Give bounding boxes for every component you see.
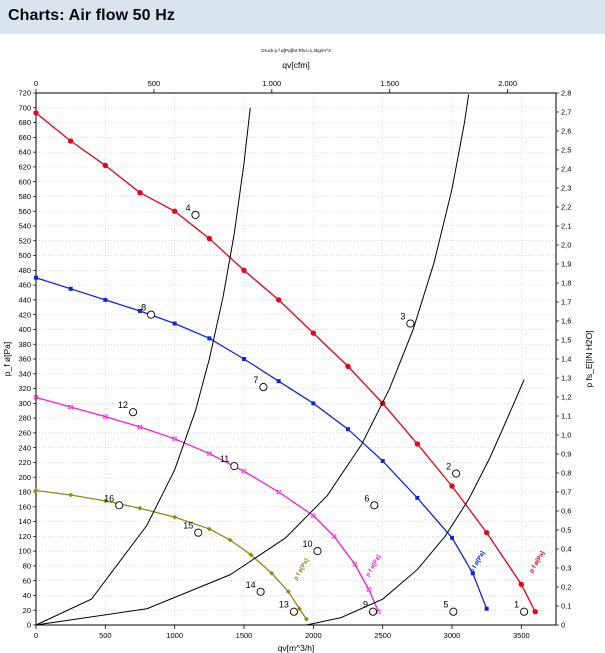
annotation-label: 13 [278, 599, 289, 610]
y-tick-label: 440 [18, 295, 31, 305]
data-point [311, 331, 315, 335]
y-tick-label: 20 [22, 605, 31, 615]
y-tick-label: 500 [18, 251, 31, 261]
y-tick-label: 300 [18, 398, 31, 408]
y-tick-label: 540 [18, 221, 31, 231]
curve-end-label: p f ø[Pa] [469, 550, 487, 575]
y-tick-label: 460 [18, 280, 31, 290]
x-tick-label: 1000 [166, 631, 184, 640]
data-point [484, 530, 488, 534]
annotation-label: 12 [118, 400, 129, 411]
x-top-tick-label: 2.000 [498, 79, 518, 88]
annotation-point-11 [220, 454, 238, 470]
annotation-label: 3 [400, 311, 406, 322]
y-tick-label: 720 [18, 88, 31, 98]
annotation-label: 6 [364, 493, 370, 504]
annotation-marker [192, 211, 199, 218]
y-axis-right-label: p fs_E[IN H2O] [584, 330, 594, 388]
annotation-marker [147, 311, 154, 318]
y-tick-label: 560 [18, 206, 31, 216]
annotation-marker [450, 608, 457, 615]
annotation-label: 10 [302, 539, 313, 550]
y-right-tick-label: 2,2 [561, 202, 572, 212]
series-curve-magenta [33, 395, 381, 614]
series-system-curve-left [36, 108, 250, 625]
y-right-tick-label: 0,9 [561, 449, 572, 459]
y-right-tick-label: 0,8 [561, 468, 572, 478]
y-right-tick-label: 2,1 [561, 221, 572, 231]
annotation-marker [407, 320, 414, 327]
y-right-tick-label: 0,7 [561, 487, 572, 497]
y-right-tick-label: 0,5 [561, 525, 572, 535]
title-bar [0, 0, 605, 34]
series-curve-olive [34, 488, 309, 621]
annotation-label: 9 [362, 599, 368, 610]
annotation-label: 15 [183, 520, 194, 531]
x-tick-label: 1500 [235, 631, 253, 640]
annotation-label: 1 [514, 599, 520, 610]
y-tick-label: 640 [18, 147, 31, 157]
annotation-point-4 [185, 203, 199, 219]
data-point [311, 401, 315, 405]
data-point [242, 357, 246, 361]
y-tick-label: 100 [18, 546, 31, 556]
y-tick-label: 660 [18, 132, 31, 142]
y-tick-label: 40 [22, 591, 31, 601]
annotation-marker [260, 383, 267, 390]
air-flow-chart [0, 34, 605, 653]
data-point [415, 442, 419, 446]
annotation-marker [231, 463, 238, 470]
y-tick-label: 340 [18, 369, 31, 379]
y-tick-label: 120 [18, 531, 31, 541]
annotation-label: 7 [253, 375, 259, 386]
y-tick-label: 220 [18, 458, 31, 468]
y-tick-label: 0 [26, 620, 31, 630]
data-point [34, 276, 38, 280]
curve-end-label: p f ø[Pa] [528, 550, 547, 575]
annotation-label: 5 [443, 599, 449, 610]
curve-end-label: p f ø[Pa] [365, 554, 383, 578]
data-point [173, 322, 177, 326]
y-axis-label: p_f ø[Pa] [2, 341, 12, 377]
annotation-label: 8 [141, 302, 147, 313]
y-tick-label: 380 [18, 339, 31, 349]
data-point [276, 298, 280, 302]
y-tick-label: 400 [18, 325, 31, 335]
y-right-tick-label: 2,7 [561, 107, 572, 117]
data-point [242, 268, 246, 272]
annotation-point-8 [141, 303, 155, 319]
y-right-tick-label: 0,1 [561, 601, 572, 611]
y-tick-label: 140 [18, 517, 31, 527]
y-right-tick-label: 2,4 [561, 164, 572, 174]
annotation-marker [314, 548, 321, 555]
x-top-tick-label: 500 [147, 79, 161, 88]
y-tick-label: 240 [18, 443, 31, 453]
x-tick-label: 3500 [512, 631, 530, 640]
annotation-point-12 [118, 400, 137, 416]
annotation-point-5 [443, 600, 457, 616]
annotation-point-1 [514, 600, 528, 616]
y-tick-label: 420 [18, 310, 31, 320]
annotation-label: 11 [219, 454, 230, 465]
annotation-point-14 [246, 580, 265, 596]
data-point [519, 582, 523, 586]
data-point [69, 287, 73, 291]
annotation-marker [369, 608, 376, 615]
series-system-curve-right [306, 380, 524, 625]
y-right-tick-label: 2,5 [561, 145, 572, 155]
x-top-tick-label: 1.500 [380, 79, 400, 88]
data-point [34, 111, 38, 115]
y-tick-label: 600 [18, 177, 31, 187]
data-point [103, 298, 107, 302]
chart-subtitle: Druck p f ø[Pa]für Rho=1,2kg/m^3 [261, 48, 331, 53]
data-point [172, 515, 177, 520]
annotation-marker [371, 502, 378, 509]
annotation-marker [257, 588, 264, 595]
y-right-tick-label: 0,4 [561, 544, 572, 554]
series-curve-blue [34, 276, 489, 611]
annotation-point-2 [446, 462, 460, 478]
series-line [36, 94, 469, 625]
x-top-tick-label: 0 [33, 79, 39, 88]
page-title: Charts: Air flow 50 Hz [8, 7, 175, 24]
y-tick-label: 80 [22, 561, 31, 571]
y-tick-label: 260 [18, 428, 31, 438]
data-point [207, 336, 211, 340]
annotation-label: 16 [104, 493, 115, 504]
x-tick-label: 2500 [374, 631, 392, 640]
y-tick-label: 280 [18, 413, 31, 423]
x-top-tick-label: 1.000 [262, 79, 282, 88]
x-axis-top-label: qv[cfm] [282, 60, 310, 70]
x-tick-label: 3000 [443, 631, 461, 640]
x-tick-label: 2000 [304, 631, 322, 640]
y-tick-label: 680 [18, 118, 31, 128]
series-curve-red [34, 111, 538, 614]
y-right-tick-label: 0,6 [561, 506, 572, 516]
curve-end-label: p f ø[Pa] [293, 557, 311, 582]
data-point [138, 191, 142, 195]
y-right-tick-label: 1,9 [561, 259, 572, 269]
data-point [207, 527, 212, 532]
data-point [207, 236, 211, 240]
data-point [68, 139, 72, 143]
annotation-point-16 [104, 493, 123, 509]
annotation-label: 4 [185, 202, 191, 213]
x-tick-label: 0 [33, 631, 39, 640]
y-right-tick-label: 0,2 [561, 582, 572, 592]
y-right-tick-label: 1,2 [561, 392, 572, 402]
y-tick-label: 520 [18, 236, 31, 246]
chart-container [0, 34, 605, 653]
data-point [68, 493, 73, 498]
series-line [306, 380, 524, 625]
y-tick-label: 700 [18, 103, 31, 113]
y-tick-label: 320 [18, 384, 31, 394]
annotation-marker [521, 608, 528, 615]
annotation-marker [129, 409, 136, 416]
series-line [36, 113, 535, 612]
y-tick-label: 580 [18, 192, 31, 202]
x-axis-label: qv[m^3/h] [277, 643, 315, 653]
data-point [415, 496, 419, 500]
y-right-tick-label: 1,5 [561, 335, 572, 345]
y-right-tick-label: 1,4 [561, 354, 572, 364]
annotation-marker [116, 502, 123, 509]
y-right-tick-label: 1,3 [561, 373, 572, 383]
data-point [450, 536, 454, 540]
annotation-marker [290, 608, 297, 615]
y-right-tick-label: 2,6 [561, 126, 572, 136]
series-line [36, 108, 250, 625]
y-right-tick-label: 1,7 [561, 297, 572, 307]
data-point [277, 379, 281, 383]
y-tick-label: 360 [18, 354, 31, 364]
y-right-tick-label: 2,0 [561, 240, 572, 250]
annotation-point-15 [183, 521, 202, 537]
y-tick-label: 60 [22, 576, 31, 586]
annotation-label: 14 [245, 579, 256, 590]
annotation-point-3 [400, 312, 414, 328]
y-right-tick-label: 2,8 [561, 88, 572, 98]
data-point [172, 209, 176, 213]
x-tick-label: 500 [99, 631, 112, 640]
y-tick-label: 200 [18, 472, 31, 482]
series-system-curve-mid [36, 94, 469, 625]
annotation-marker [195, 529, 202, 536]
data-point [485, 607, 489, 611]
data-point [346, 427, 350, 431]
y-right-tick-label: 1,8 [561, 278, 572, 288]
data-point [346, 364, 350, 368]
y-tick-label: 620 [18, 162, 31, 172]
annotation-marker [453, 470, 460, 477]
data-point [381, 459, 385, 463]
y-tick-label: 160 [18, 502, 31, 512]
y-tick-label: 180 [18, 487, 31, 497]
y-right-tick-label: 0,3 [561, 563, 572, 573]
series-line [36, 397, 379, 611]
data-point [103, 163, 107, 167]
series-line [36, 491, 306, 620]
y-right-tick-label: 1,1 [561, 411, 572, 421]
y-right-tick-label: 1,6 [561, 316, 572, 326]
y-right-tick-label: 0 [561, 620, 566, 630]
annotation-label: 2 [446, 461, 452, 472]
data-point [450, 484, 454, 488]
y-tick-label: 480 [18, 265, 31, 275]
y-right-tick-label: 2,3 [561, 183, 572, 193]
y-right-tick-label: 1,0 [561, 430, 572, 440]
data-point [533, 610, 537, 614]
annotation-point-10 [302, 539, 321, 555]
